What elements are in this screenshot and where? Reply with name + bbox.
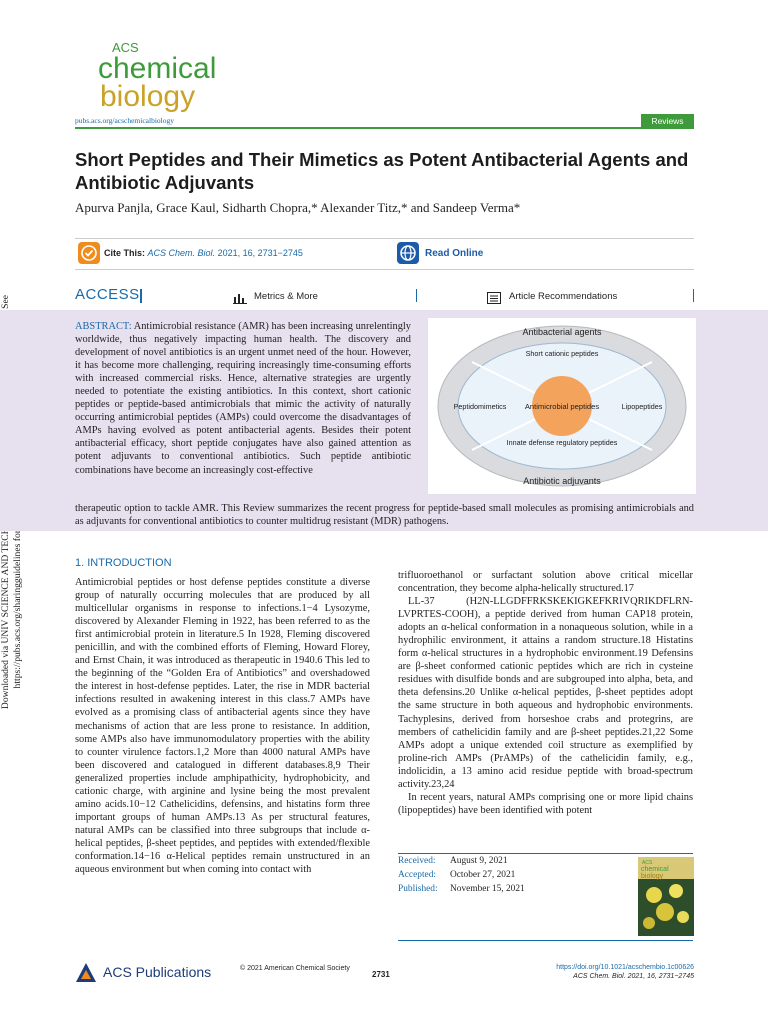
read-online-link[interactable]: Read Online bbox=[425, 248, 484, 259]
abstract-tail: therapeutic option to tackle AMR. This Review summarizes the recent progress for peptide-based small molecules as promising antimicrobials and as adjuvants for conventional antibiotics to counter multidrug resistant (MDR) pathogens. bbox=[75, 503, 694, 528]
date-accepted: Accepted: October 27, 2021 bbox=[398, 870, 516, 880]
abstract-heading: ABSTRACT: bbox=[75, 321, 132, 332]
acs-logo-icon bbox=[75, 962, 97, 984]
dates-rule-bottom bbox=[398, 940, 693, 941]
intro-right-p3: In recent years, natural AMPs comprising one or more lipid chains (lipopeptides) have been identified with potent bbox=[398, 791, 693, 816]
metrics-link[interactable]: Metrics & More bbox=[254, 291, 318, 302]
author-list: Apurva Panjla, Grace Kaul, Sidharth Chopra,* Alexander Titz,* and Sandeep Verma* bbox=[75, 200, 521, 215]
fig-inner-bottom: Innate defense regulatory peptides bbox=[506, 438, 618, 447]
toc-figure bbox=[428, 318, 696, 494]
logo-top-text: chemical bbox=[98, 52, 217, 85]
abstract-text: Antimicrobial resistance (AMR) has been increasing unrelentingly worldwide, thus negatively impacting human health. The discovery and development of novel antibiotics is an urgent unmet need of the hour. However, it has become more challenging, requiring increasingly time-consuming efforts with increased commercial risks. Hence, alternative strategies are urgently needed to potentiate the existing antibiotics. In this context, short cationic peptides or peptide-based antimicrobials that mimic the activity of naturally occurring antimicrobial peptides (AMPs) could overcome the disadvantages of AMPs having evolved as potent antibacterial agents. Besides their potent antibacterial efficacy, short peptide conjugates have also gained attention as potent adjuvants to conventional antibiotics. Such peptide antibiotic combinations have become an increasingly cost-effective bbox=[75, 321, 411, 476]
cover-bottom-text: biology bbox=[641, 873, 664, 880]
doi-link[interactable]: https://doi.org/10.1021/acschembio.1c00626 bbox=[556, 964, 694, 971]
section-tag: Reviews bbox=[641, 114, 694, 128]
fig-outer-bottom: Antibiotic adjuvants bbox=[523, 476, 601, 486]
access-label: ACCESS bbox=[75, 286, 140, 303]
recommendations-link[interactable]: Article Recommendations bbox=[509, 291, 618, 302]
publication-dates bbox=[398, 856, 630, 940]
article-list-icon[interactable] bbox=[487, 291, 501, 309]
intro-right-column bbox=[398, 569, 693, 817]
footer-citation: ACS Chem. Biol. 2021, 16, 2731−2745 bbox=[573, 973, 694, 980]
abstract-body bbox=[75, 320, 411, 477]
cite-label: Cite This: bbox=[104, 248, 146, 258]
intro-right-p2: LL-37 (H2N-LLGDFFRKSKEKIGKEFKRIVQRIKDFLRN-LVPRTES-COOH), a peptide derived from human CAP18 protein, adopts an α-helical conformation in a nonaqueous solution, while in a hydrophilic environment, it attains a random structure.18 Histatins form α-helical structures in a hydrophobic environment.19 Defensins are β-sheet conformed cationic peptides which are rich in cysteine residues with disulfide bonds and are subgrouped into alpha, beta, and theta defensins.20 Unlike α-helical peptides, β-sheet peptides adopt the same structure in both aqueous and hydrophobic environments. Tachyplesins, derived from horseshoe crabs and protegrins, are members of cathelicidin family and are β-sheet peptides.21,22 Some AMPs adopt a unique extended coil structure as exemplified by proline-rich AMPs (PrAMPs) of the cathelicidin family, e.g., indolicidin, a 13 amino acid residue peptide with broad-spectrum activity.23,24 bbox=[398, 596, 693, 790]
journal-logo bbox=[98, 36, 258, 116]
access-divider bbox=[140, 289, 142, 303]
fig-left: Peptidomimetics bbox=[453, 402, 507, 411]
cite-icon[interactable] bbox=[78, 242, 100, 264]
journal-url[interactable]: pubs.acs.org/acschemicalbiology bbox=[75, 116, 175, 125]
header-rule bbox=[75, 127, 694, 129]
fig-inner-top: Short cationic peptides bbox=[525, 349, 599, 358]
dates-rule-top bbox=[398, 853, 693, 854]
fig-center: Antimicrobial peptides bbox=[524, 402, 600, 411]
section-heading: 1. INTRODUCTION bbox=[75, 557, 172, 569]
journal-cover[interactable] bbox=[638, 857, 694, 936]
page-number: 2731 bbox=[372, 970, 390, 979]
logo-bottom-text: biology bbox=[100, 80, 196, 113]
bar-chart-icon[interactable] bbox=[233, 291, 247, 309]
publisher-name: ACS Publications bbox=[103, 964, 212, 980]
fig-outer-top: Antibacterial agents bbox=[522, 327, 602, 337]
copyright: © 2021 American Chemical Society bbox=[240, 965, 350, 972]
access-divider-end bbox=[693, 289, 694, 302]
article-title: Short Peptides and Their Mimetics as Potent Antibacterial Agents and Antibiotic Adjuvants bbox=[75, 149, 689, 193]
date-received: Received: August 9, 2021 bbox=[398, 856, 508, 866]
cover-acs-text: ACS bbox=[642, 860, 653, 866]
intro-left-column: Antimicrobial peptides or host defense peptides constitute a diverse group of naturally occurring molecules that are produced by all multicellular organisms in response to infections.1−4 Lysozyme, discovered by Alexander Fleming in 1922, has been referred to as the first antimicrobial protein in literature.5 In 1928, Fleming discovered penicillin, and with the combined efforts of Fleming, Howard Florey, and Ernst Chain, it was introduced as therapeutic in 1940.6 This led to the beginning of the “Golden Era of Antibiotics” and overshadowed the interest in host-defense peptides. Later, the rise in MDR bacterial infections resulted in awakening interest in this class.7 AMPs have evolved as a promising class of antibacterial agents since they have mechanisms of action that are less prone to resistance. In addition, some AMPs also have immunomodulatory properties with the ability to counter virulence factors.1,2 More than 4000 natural AMPs have been discovered and catalogued in different databases.8,9 Their generalized properties include amphipathicity, hydrophobicity, and cationic charge, with arginine and lysine being the most prevalent amino acids.10−12 Cathelicidins, defensins, and histatins form three important groups of human AMPs.13 As per structural features, natural AMPs can be classified into three subgroups that include α-helical peptides, β-sheet peptides, and peptides with extended/flexible conformation.14−16 α-Helical peptides remain unstructured in an aqueous environment but when coming into contact with bbox=[75, 577, 370, 876]
fig-right: Lipopeptides bbox=[621, 402, 663, 411]
cover-top-text: chemical bbox=[641, 866, 669, 873]
intro-right-p1: trifluoroethanol or surfactant solution above critical micellar concentration, they become alpha-helically structured.17 bbox=[398, 570, 693, 595]
cite-journal[interactable]: ACS Chem. Biol. bbox=[147, 248, 216, 258]
cite-this[interactable] bbox=[104, 248, 303, 258]
logo-acs-text: ACS bbox=[112, 40, 139, 55]
date-published: Published: November 15, 2021 bbox=[398, 884, 525, 894]
globe-icon[interactable] bbox=[397, 242, 419, 264]
cite-details[interactable]: 2021, 16, 2731−2745 bbox=[217, 248, 303, 258]
access-divider-mid bbox=[416, 289, 417, 302]
footer-doi bbox=[520, 963, 694, 981]
